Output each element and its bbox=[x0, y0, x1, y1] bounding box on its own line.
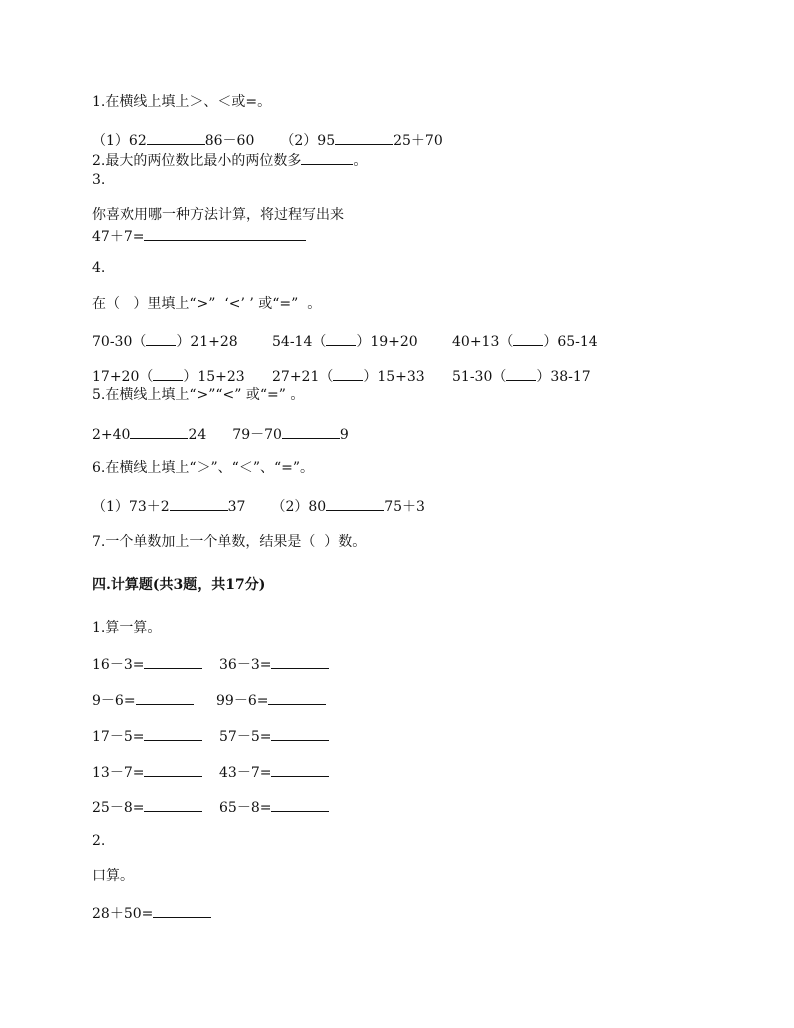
q5-items: 2+40 24 79－70 9 bbox=[92, 424, 349, 444]
calc1-row3-right: 57－5= bbox=[219, 726, 329, 746]
calc1-row5-right: 65－8= bbox=[219, 797, 329, 817]
q3-answer-blank[interactable] bbox=[144, 226, 306, 241]
calc2-title: 口算。 bbox=[92, 868, 134, 884]
q4-instruction: 在（ ）里填上“>” ‘<’ ’ 或“=” 。 bbox=[92, 296, 322, 312]
calc-blank[interactable] bbox=[271, 654, 329, 669]
calc2-answer-blank[interactable] bbox=[153, 903, 211, 918]
calc1-row3-left: 17－5= bbox=[92, 726, 202, 746]
calc-blank[interactable] bbox=[136, 690, 194, 705]
q4-blank[interactable] bbox=[146, 331, 176, 346]
q3-expr: 47＋7= bbox=[92, 229, 145, 245]
q1-a-blank[interactable] bbox=[147, 130, 205, 145]
calc-blank[interactable] bbox=[144, 797, 202, 812]
calc1-row1-left: 16－3= bbox=[92, 654, 202, 674]
q6-title: 6.在横线上填上“＞”、“＜”、“=”。 bbox=[92, 460, 315, 476]
calc2-expression-line: 28＋50= bbox=[92, 903, 211, 923]
calc-blank[interactable] bbox=[268, 690, 326, 705]
calc1-row4-right: 43－7= bbox=[219, 762, 329, 782]
calc1-row5-left: 25－8= bbox=[92, 797, 202, 817]
q1-b-rest: 25＋70 bbox=[393, 133, 443, 149]
q6-a-blank[interactable] bbox=[170, 496, 228, 511]
q2-text: 2.最大的两位数比最小的两位数多 bbox=[92, 153, 302, 169]
q4-row2-item2: 27+21（ ）15+33 bbox=[272, 366, 425, 386]
q5-b-blank[interactable] bbox=[282, 424, 340, 439]
q1-title: 1.在横线上填上＞、＜或=。 bbox=[92, 94, 272, 110]
q1-b-blank[interactable] bbox=[335, 130, 393, 145]
q5-a-blank[interactable] bbox=[130, 424, 188, 439]
calc-blank[interactable] bbox=[144, 762, 202, 777]
q6-b-blank[interactable] bbox=[326, 496, 384, 511]
calc1-row1-right: 36－3= bbox=[219, 654, 329, 674]
q2-line bbox=[92, 150, 367, 170]
q4-row1-item2: 54-14（ ）19+20 bbox=[272, 331, 418, 351]
calc-blank[interactable] bbox=[271, 797, 329, 812]
calc1-title: 1.算一算。 bbox=[92, 620, 162, 636]
calc1-row4-left: 13－7= bbox=[92, 762, 202, 782]
calc1-row2-right: 99－6= bbox=[216, 690, 326, 710]
q4-row2-item3: 51-30（ ）38-17 bbox=[452, 366, 591, 386]
q4-blank[interactable] bbox=[513, 331, 543, 346]
calc-blank[interactable] bbox=[144, 726, 202, 741]
q4-blank[interactable] bbox=[333, 366, 363, 381]
q3-expression-line bbox=[92, 226, 306, 246]
section4-heading: 四.计算题(共3题，共17分) bbox=[92, 577, 266, 593]
calc1-row2-left: 9－6= bbox=[92, 690, 194, 710]
q1-a-label: （1）62 bbox=[92, 133, 147, 149]
q4-blank[interactable] bbox=[326, 331, 356, 346]
q6-items: （1）73＋2 37 （2）80 75＋3 bbox=[92, 496, 425, 516]
q4-row1-item3: 40+13（ ）65-14 bbox=[452, 331, 598, 351]
q1-items bbox=[92, 130, 443, 150]
q2-blank[interactable] bbox=[301, 150, 353, 165]
q2-end: 。 bbox=[353, 153, 368, 169]
q4-number: 4. bbox=[92, 260, 106, 276]
q4-blank[interactable] bbox=[153, 366, 183, 381]
calc2-number: 2. bbox=[92, 833, 106, 849]
q1-a-rest: 86－60 bbox=[204, 133, 255, 149]
q3-instruction: 你喜欢用哪一种方法计算，将过程写出来 bbox=[92, 207, 344, 223]
q1-b-label: （2）95 bbox=[280, 133, 336, 149]
q4-row1-item1: 70-30（ ）21+28 bbox=[92, 331, 238, 351]
q5-title: 5.在横线上填上“>”“<” 或“=” 。 bbox=[92, 387, 305, 403]
calc-blank[interactable] bbox=[271, 762, 329, 777]
q4-blank[interactable] bbox=[506, 366, 536, 381]
calc-blank[interactable] bbox=[271, 726, 329, 741]
q7-text: 7.一个单数加上一个单数，结果是（ ）数。 bbox=[92, 534, 367, 550]
q3-number: 3. bbox=[92, 172, 106, 188]
calc-blank[interactable] bbox=[144, 654, 202, 669]
q4-row2-item1: 17+20（ ）15+23 bbox=[92, 366, 245, 386]
